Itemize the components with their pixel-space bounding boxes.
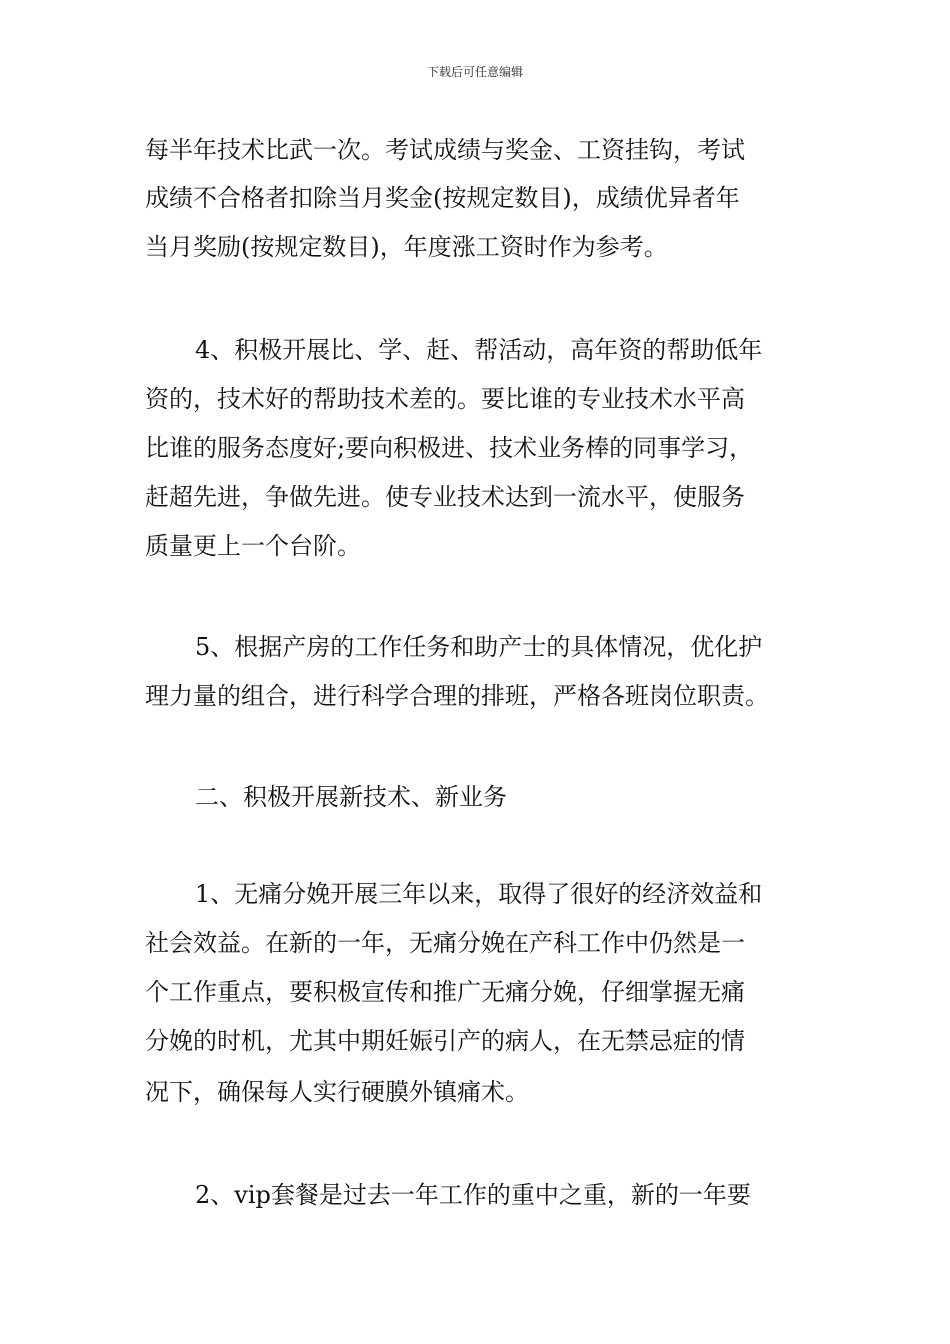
text-line: 资的，技术好的帮助技术差的。要比谁的专业技术水平高: [145, 385, 745, 413]
paragraph-start-line: 5、根据产房的工作任务和助产士的具体情况，优化护: [195, 633, 763, 661]
text-line: 况下，确保每人实行硬膜外镇痛术。: [145, 1078, 529, 1106]
section-heading: 二、积极开展新技术、新业务: [195, 783, 507, 811]
paragraph-start-line: 1、无痛分娩开展三年以来，取得了很好的经济效益和: [195, 880, 763, 908]
text-line: 理力量的组合，进行科学合理的排班，严格各班岗位职责。: [145, 682, 769, 710]
text-line: 质量更上一个台阶。: [145, 532, 361, 560]
paragraph-start-line: 4、积极开展比、学、赶、帮活动，高年资的帮助低年: [195, 336, 763, 364]
text-line: 社会效益。在新的一年，无痛分娩在产科工作中仍然是一: [145, 929, 745, 957]
paragraph-start-line: 2、vip套餐是过去一年工作的重中之重，新的一年要: [195, 1181, 751, 1209]
text-line: 成绩不合格者扣除当月奖金(按规定数目)，成绩优异者年: [145, 184, 740, 212]
page-header: 下载后可任意编辑: [426, 65, 523, 79]
text-line: 每半年技术比武一次。考试成绩与奖金、工资挂钩，考试: [145, 136, 745, 164]
text-line: 分娩的时机，尤其中期妊娠引产的病人，在无禁忌症的情: [145, 1027, 745, 1055]
text-line: 赶超先进，争做先进。使专业技术达到一流水平，使服务: [145, 483, 745, 511]
text-line: 当月奖励(按规定数目)，年度涨工资时作为参考。: [145, 233, 668, 261]
text-line: 比谁的服务态度好;要向积极进、技术业务棒的同事学习，: [145, 434, 754, 462]
text-line: 个工作重点，要积极宣传和推广无痛分娩，仔细掌握无痛: [145, 978, 745, 1006]
